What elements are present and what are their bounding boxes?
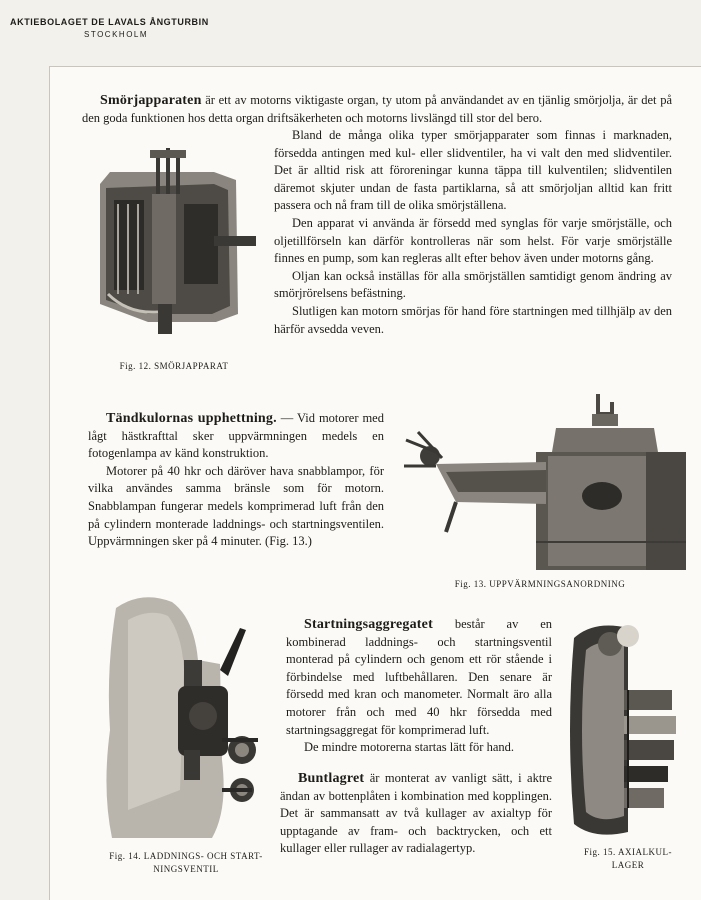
figure-13-heating-device	[396, 392, 686, 570]
section-smorj-body	[274, 127, 672, 338]
section-tand	[88, 410, 384, 551]
section-bunt-p1: är monterat av vanligt sätt, i aktre ändan av bottenplåten i kombination med kopplingen. Det är sammansatt av två kullager av axialtyp för upptagande av fram- och backtrycken, och ett kullager eller rullager av radialagertyp.	[280, 771, 552, 856]
figure-14-caption: Fig. 14. LADDNINGS- OCH START- NINGSVENTIL	[109, 851, 263, 874]
thrust-bearing-illustration	[566, 620, 684, 840]
section-start	[286, 616, 552, 757]
header-city: STOCKHOLM	[84, 30, 149, 39]
section-start-heading: Startningsaggregatet	[304, 617, 433, 632]
heating-device-illustration	[396, 392, 686, 570]
section-start-p1: består av en kombinerad laddnings- och startningsventil monterad på cylindern och genom ett rör stående i förbindelse med luftbehållaren. Den senare är försedd med kran och manometer. Normalt äro alla motorer från och med 40 hkr försedda med startningsaggregat för komprimerad luft.	[286, 617, 552, 737]
section-smorj-p2: Bland de många olika typer smörjapparater som finnas i marknaden, försedda antingen med kul- eller slidventiler, ha vi valt den med slidventiler. Det är alltid risk att föroreningar kunna täppa till kulventilen; slidventilen däremot skjuter undan de fasta partiklarna, så att smörjoljan alltid kan fritt passera och nå fram till de olika smörjställena.	[274, 128, 672, 213]
section-smorj-heading: Smörjapparaten	[100, 93, 202, 108]
section-smorj-p1: är ett av motorns viktigaste organ, ty utom på användandet av en tjänlig smörjolja, är det på den goda funktionen hos detta organ driftsäkerheten och motorns livslängd till stor del bero.	[82, 93, 672, 125]
figure-12-caption: Fig. 12. SMÖRJAPPARAT	[119, 361, 229, 371]
section-start-p2: De mindre motorerna startas lätt för hand.	[304, 740, 514, 755]
section-smorj-p3: Den apparat vi använda är försedd med synglas för varje smörjställe, och oljetillförseln kan därför kontrolleras när som helst. För varje smörjställe finnes en pump, som kan regleras allt efter behov även under motorns gång.	[274, 215, 672, 266]
section-tand-p2: Motorer på 40 hkr och däröver hava snabblampor, för vilka användes samma bränsle som för motorn. Snabblampan fungerar medels komprimerad luft från den på cylindern monterade laddnings- och startningsventilen. Uppvärmningen sker på 4 minuter. (Fig. 13.)	[88, 463, 384, 549]
section-tand-heading: Tändkulornas upphettning.	[106, 411, 277, 426]
section-smorj-intro	[82, 92, 672, 127]
section-bunt	[280, 770, 552, 858]
section-smorj-p4: Oljan kan också inställas för alla smörjställen samtidigt genom ändring av smörjrörelsens befästning.	[274, 268, 672, 301]
figure-12-lubricator	[88, 144, 256, 334]
header-company: AKTIEBOLAGET DE LAVALS ÅNGTURBIN	[10, 17, 209, 27]
section-tand-p1: — Vid motorer med lågt hästkrafttal sker uppvärmningen medels en fotogenlampa av känd konstruktion.	[88, 411, 384, 461]
figure-14-starting-valve	[102, 590, 270, 838]
section-bunt-heading: Buntlagret	[298, 771, 365, 786]
starting-valve-illustration	[102, 590, 270, 838]
figure-15-thrust-bearing	[566, 620, 684, 840]
figure-15-caption: Fig. 15. AXIALKUL- LAGER	[584, 847, 672, 870]
section-smorj-p5: Slutligen kan motorn smörjas för hand före startningen med tillhjälp av den härför avsedda veven.	[274, 303, 672, 336]
lubricator-illustration	[88, 144, 256, 334]
figure-13-caption: Fig. 13. UPPVÄRMNINGSANORDNING	[454, 579, 626, 589]
